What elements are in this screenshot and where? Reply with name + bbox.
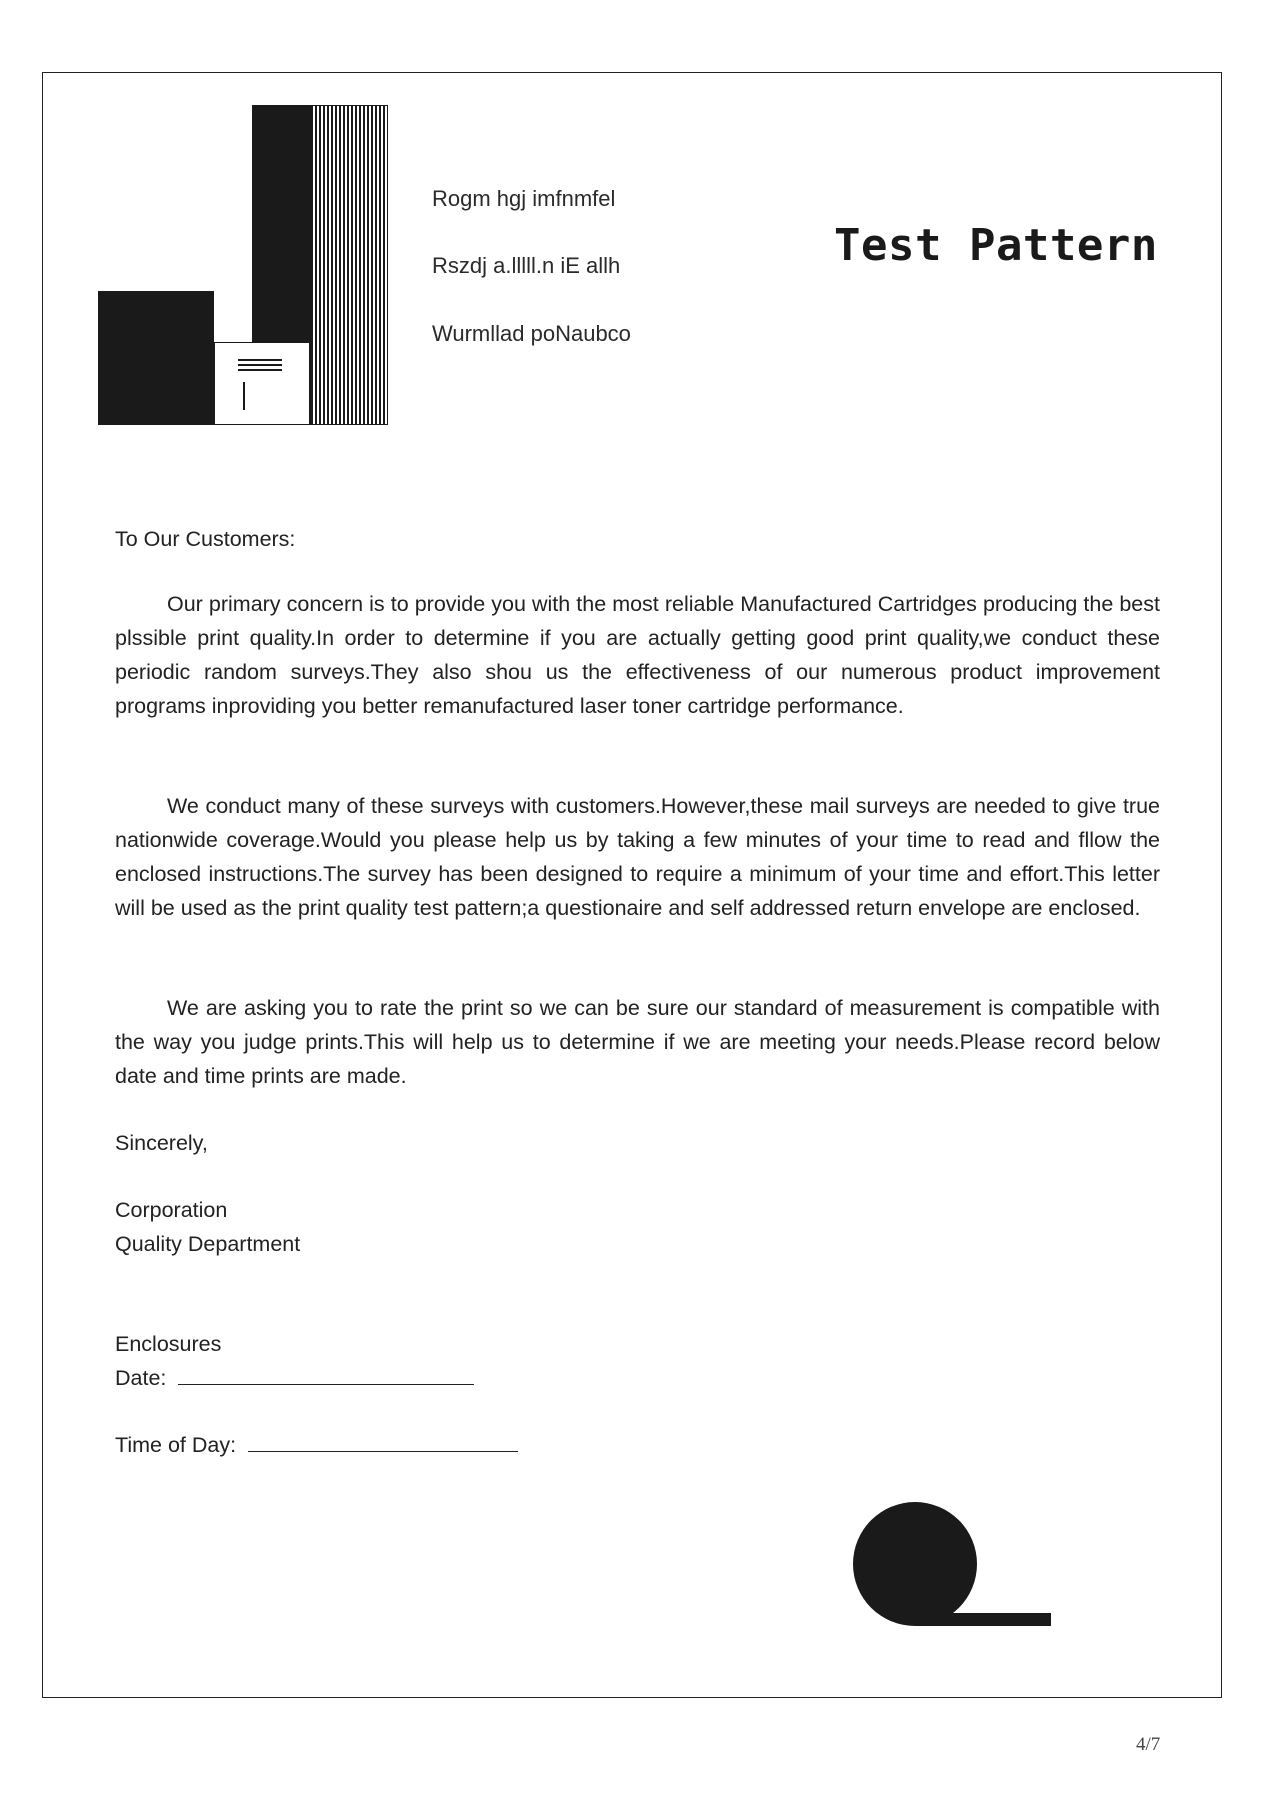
logo-document-icon [214,342,310,425]
paragraph-3: We are asking you to rate the print so we can be sure our standard of measurement is compatible with the way you judge prints.This will help us to determine if we are meeting your needs.Please record below date and time prints are made. [115,996,1160,1088]
page-number: 4/7 [1136,1734,1161,1755]
time-row [115,1428,1160,1462]
date-row [115,1361,1160,1395]
logo-striped-column [310,105,388,425]
date-field[interactable] [178,1362,474,1385]
company-logo [98,105,390,427]
bar-test-mark [915,1613,1051,1626]
page-title: Test Pattern [834,220,1158,271]
date-label: Date: [115,1366,167,1390]
time-label: Time of Day: [115,1433,237,1457]
time-field[interactable] [248,1429,518,1452]
circle-test-mark [853,1502,977,1626]
logo-black-column [252,105,310,342]
enclosures-label: Enclosures [115,1332,222,1356]
signature-line-2: Quality Department [115,1232,301,1256]
paragraph-2: We conduct many of these surveys with customers.However,these mail surveys are needed to give true nationwide coverage.Would you please help us by taking a few minutes of your time to read and fllow the enclosed instructions.The survey has been designed to require a minimum of your time and effort.This letter will be used as the print quality test pattern;a questionaire and self addressed return envelope are enclosed. [115,794,1160,920]
address-line-3: Wurmllad poNaubco [432,321,631,346]
paragraph-1: Our primary concern is to provide you with the most reliable Manufactured Cartridges producing the best plssible print quality.In order to determine if you are actually getting good print quality,we conduct these periodic random surveys.They also shou us the effectiveness of our numerous product improvement programs inproviding you better remanufactured laser toner cartridge performance. [115,592,1160,718]
signature-line-1: Corporation [115,1198,228,1222]
closing: Sincerely, [115,1131,208,1155]
address-line-1: Rogm hgj imfnmfel [432,186,616,211]
logo-black-block [98,291,214,425]
salutation: To Our Customers: [115,527,296,551]
address-line-2: Rszdj a.lllll.n iE allh [432,253,621,278]
